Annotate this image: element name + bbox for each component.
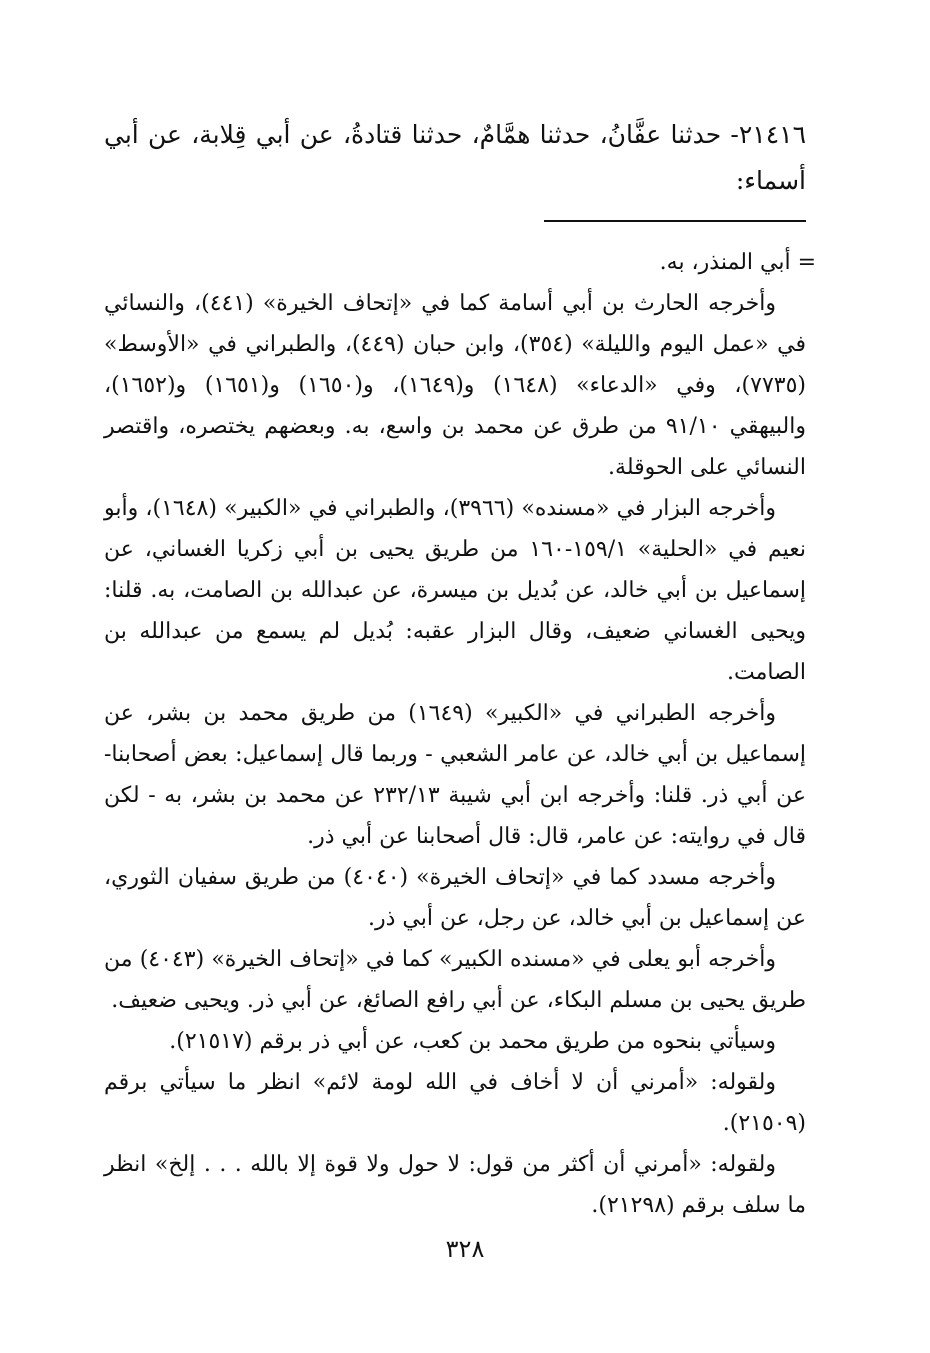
footnote-paragraph: وأخرجه الحارث بن أبي أسامة كما في «إتحاف الخيرة» (٤٤١)، والنسائي في «عمل اليوم والليلة» (٣٥٤)، وابن حبان (٤٤٩)، والطبراني في «الأوسط» (٧٧٣٥)، وفي «الدعاء» (١٦٤٨) و(١٦٤٩)، و(١٦٥٠) و(١٦٥١) و(١٦٥٢)، والبيهقي ٩١/١٠ من طرق عن محمد بن واسع، به. وبعضهم يختصره، واقتصر النسائي على الحوقلة. [104, 291, 807, 480]
footnote-paragraph: وأخرجه أبو يعلى في «مسنده الكبير» كما في «إتحاف الخيرة» (٤٠٤٣) من طريق يحيى بن مسلم البكاء، عن أبي رافع الصائغ، عن أبي ذر. ويحيى ضعيف. [104, 947, 806, 1013]
footnote-paragraph: ولقوله: «أمرني أن لا أخاف في الله لومة لائم» انظر ما سيأتي برقم (٢١٥٠٩). [104, 1070, 806, 1136]
footnote-paragraph: ولقوله: «أمرني أن أكثر من قول: لا حول ولا قوة إلا بالله . . . إلخ» انظر ما سلف برقم (٢١٢٩٨). [104, 1152, 806, 1218]
page-body [104, 112, 816, 1312]
footnote-separator [544, 220, 806, 222]
footnote-paragraph: وأخرجه الطبراني في «الكبير» (١٦٤٩) من طريق محمد بن بشر، عن إسماعيل بن أبي خالد، عن عامر الشعبي - وربما قال إسماعيل: بعض أصحابنا- عن أبي ذر. قلنا: وأخرجه ابن أبي شيبة ٢٣٢/١٣ عن محمد بن بشر، به - لكن قال في روايته: عن عامر، قال: قال أصحابنا عن أبي ذر. [104, 701, 806, 849]
footnotes [104, 242, 816, 1226]
footnote-paragraph: وسيأتي بنحوه من طريق محمد بن كعب، عن أبي ذر برقم (٢١٥١٧). [169, 1029, 776, 1054]
footnote-continuation: = أبي المنذر، به. [659, 250, 816, 275]
footnote-paragraph: وأخرجه مسدد كما في «إتحاف الخيرة» (٤٠٤٠) من طريق سفيان الثوري، عن إسماعيل بن أبي خالد، عن رجل، عن أبي ذر. [104, 865, 806, 931]
footnote-paragraph: وأخرجه البزار في «مسنده» (٣٩٦٦)، والطبراني في «الكبير» (١٦٤٨)، وأبو نعيم في «الحلية» ١٥٩/١-١٦٠ من طريق يحيى بن أبي زكريا الغساني، عن إسماعيل بن أبي خالد، عن بُديل بن ميسرة، عن عبدالله بن الصامت، به. قلنا: ويحيى الغساني ضعيف، وقال البزار عقبه: بُديل لم يسمع من عبدالله بن الصامت. [104, 496, 806, 685]
page-number: ٣٢٨ [445, 1235, 485, 1263]
hadith-text: ٢١٤١٦- حدثنا عفَّانُ، حدثنا همَّامٌ، حدثنا قتادةُ، عن أبي قِلابة، عن أبي أسماء: [104, 120, 806, 195]
